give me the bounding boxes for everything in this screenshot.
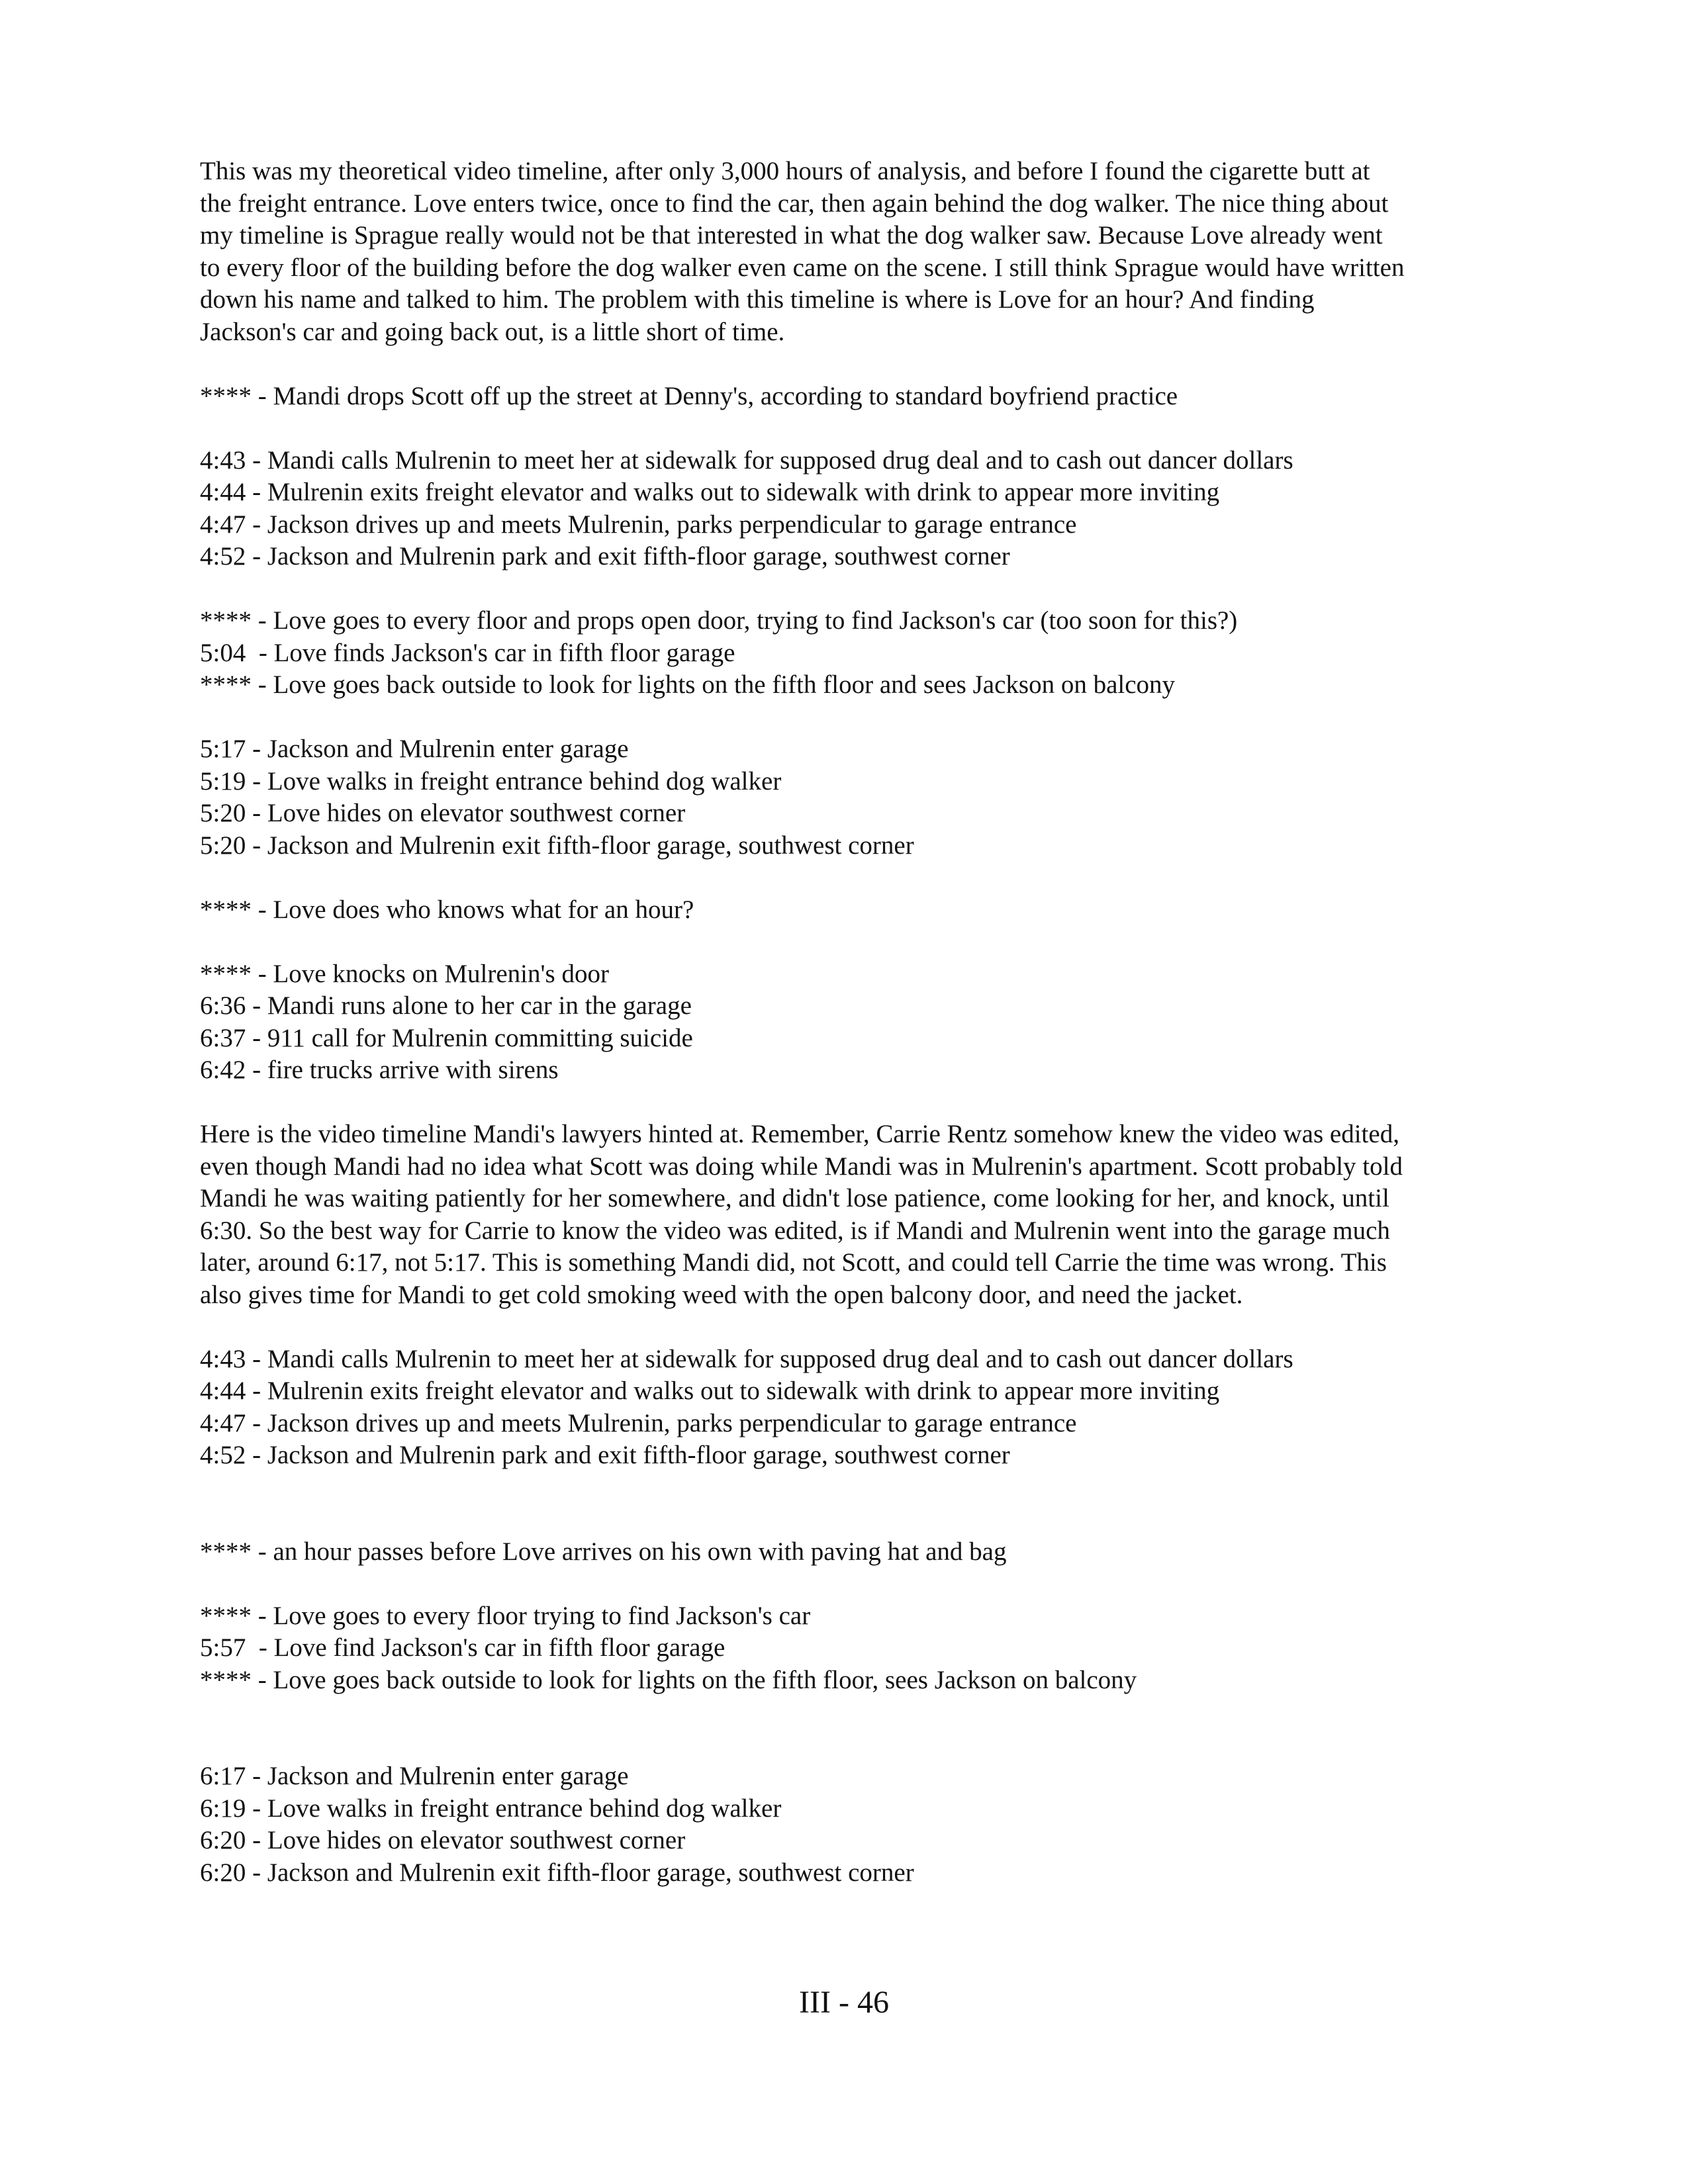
timeline1-group-e — [200, 894, 1497, 927]
timeline1-group-d — [200, 733, 1497, 862]
timeline-entry: **** - Love does who knows what for an hour? — [200, 895, 694, 924]
page-content — [200, 156, 1497, 1889]
timeline-entry: 5:20 - Love hides on elevator southwest corner — [200, 799, 686, 827]
text-line: later, around 6:17, not 5:17. This is something Mandi did, not Scott, and could tell Carrie the time was wrong. This — [200, 1248, 1387, 1277]
timeline2-group-b — [200, 1536, 1497, 1569]
timeline-entry: **** - an hour passes before Love arrives on his own with paving hat and bag — [200, 1537, 1007, 1566]
timeline-entry: 5:20 - Jackson and Mulrenin exit fifth-floor garage, southwest corner — [200, 831, 914, 860]
timeline2-group-d — [200, 1760, 1497, 1889]
timeline-entry: 5:04 - Love finds Jackson's car in fifth floor garage — [200, 638, 735, 667]
timeline1-group-b — [200, 445, 1497, 573]
timeline-entry: 4:44 - Mulrenin exits freight elevator and walks out to sidewalk with drink to appear more inviting — [200, 478, 1220, 506]
timeline-entry: 6:20 - Jackson and Mulrenin exit fifth-floor garage, southwest corner — [200, 1858, 914, 1887]
timeline-entry: **** - Mandi drops Scott off up the street at Denny's, according to standard boyfriend practice — [200, 381, 1178, 410]
timeline-entry: 6:36 - Mandi runs alone to her car in the garage — [200, 991, 692, 1020]
text-line: the freight entrance. Love enters twice, once to find the car, then again behind the dog walker. The nice thing about — [200, 189, 1389, 218]
timeline-entry: 6:37 - 911 call for Mulrenin committing suicide — [200, 1023, 693, 1052]
timeline-entry: 6:20 - Love hides on elevator southwest corner — [200, 1826, 686, 1854]
text-line: even though Mandi had no idea what Scott was doing while Mandi was in Mulrenin's apartment. Scott probably told — [200, 1152, 1403, 1181]
timeline-entry: 5:17 - Jackson and Mulrenin enter garage — [200, 735, 629, 763]
timeline1-group-c — [200, 605, 1497, 702]
timeline-entry: **** - Love goes back outside to look for lights on the fifth floor and sees Jackson on balcony — [200, 670, 1176, 699]
text-line: Here is the video timeline Mandi's lawyers hinted at. Remember, Carrie Rentz somehow knew the video was edited, — [200, 1120, 1399, 1148]
timeline1-group-f — [200, 958, 1497, 1087]
timeline-entry: 4:52 - Jackson and Mulrenin park and exit fifth-floor garage, southwest corner — [200, 542, 1010, 570]
timeline-entry: **** - Love knocks on Mulrenin's door — [200, 959, 609, 988]
text-line: Mandi he was waiting patiently for her somewhere, and didn't lose patience, come looking for her, and knock, until — [200, 1184, 1389, 1212]
timeline-entry: 6:19 - Love walks in freight entrance behind dog walker — [200, 1794, 782, 1823]
intro-paragraph — [200, 156, 1497, 348]
text-line: to every floor of the building before the dog walker even came on the scene. I still think Sprague would have written — [200, 253, 1405, 282]
timeline-entry: **** - Love goes back outside to look for lights on the fifth floor, sees Jackson on balcony — [200, 1665, 1137, 1694]
timeline-entry: 4:47 - Jackson drives up and meets Mulrenin, parks perpendicular to garage entrance — [200, 1408, 1077, 1437]
timeline2-group-c — [200, 1600, 1497, 1697]
timeline2-group-a — [200, 1343, 1497, 1472]
timeline-entry: 6:42 - fire trucks arrive with sirens — [200, 1056, 559, 1084]
timeline-entry: 4:52 - Jackson and Mulrenin park and exit fifth-floor garage, southwest corner — [200, 1441, 1010, 1469]
timeline-entry: 4:43 - Mandi calls Mulrenin to meet her at sidewalk for supposed drug deal and to cash out dancer dollars — [200, 445, 1293, 475]
timeline-entry: 4:47 - Jackson drives up and meets Mulrenin, parks perpendicular to garage entrance — [200, 510, 1077, 539]
timeline-entry: 4:43 - Mandi calls Mulrenin to meet her at sidewalk for supposed drug deal and to cash out dancer dollars — [200, 1344, 1293, 1373]
timeline-entry: 5:19 - Love walks in freight entrance behind dog walker — [200, 766, 782, 796]
text-line: This was my theoretical video timeline, after only 3,000 hours of analysis, and before I found the cigarette butt at — [200, 157, 1370, 185]
timeline-entry: 4:44 - Mulrenin exits freight elevator and walks out to sidewalk with drink to appear more inviting — [200, 1377, 1220, 1405]
text-line: Jackson's car and going back out, is a little short of time. — [200, 317, 785, 346]
text-line: my timeline is Sprague really would not be that interested in what the dog walker saw. Because Love already went — [200, 221, 1383, 250]
text-line: down his name and talked to him. The problem with this timeline is where is Love for an hour? And finding — [200, 285, 1315, 314]
page-number: III - 46 — [799, 1985, 889, 2020]
timeline-entry: 6:17 - Jackson and Mulrenin enter garage — [200, 1762, 629, 1790]
text-line: also gives time for Mandi to get cold smoking weed with the open balcony door, and need the jacket. — [200, 1280, 1243, 1309]
text-line: 6:30. So the best way for Carrie to know the video was edited, is if Mandi and Mulrenin went into the garage much — [200, 1216, 1390, 1245]
timeline-entry: **** - Love goes to every floor trying to find Jackson's car — [200, 1601, 811, 1630]
analysis-paragraph — [200, 1118, 1497, 1311]
timeline-entry: **** - Love goes to every floor and props open door, trying to find Jackson's car (too soon for this?) — [200, 606, 1238, 635]
timeline-entry: 5:57 - Love find Jackson's car in fifth floor garage — [200, 1633, 726, 1662]
timeline1-group-a — [200, 381, 1497, 413]
